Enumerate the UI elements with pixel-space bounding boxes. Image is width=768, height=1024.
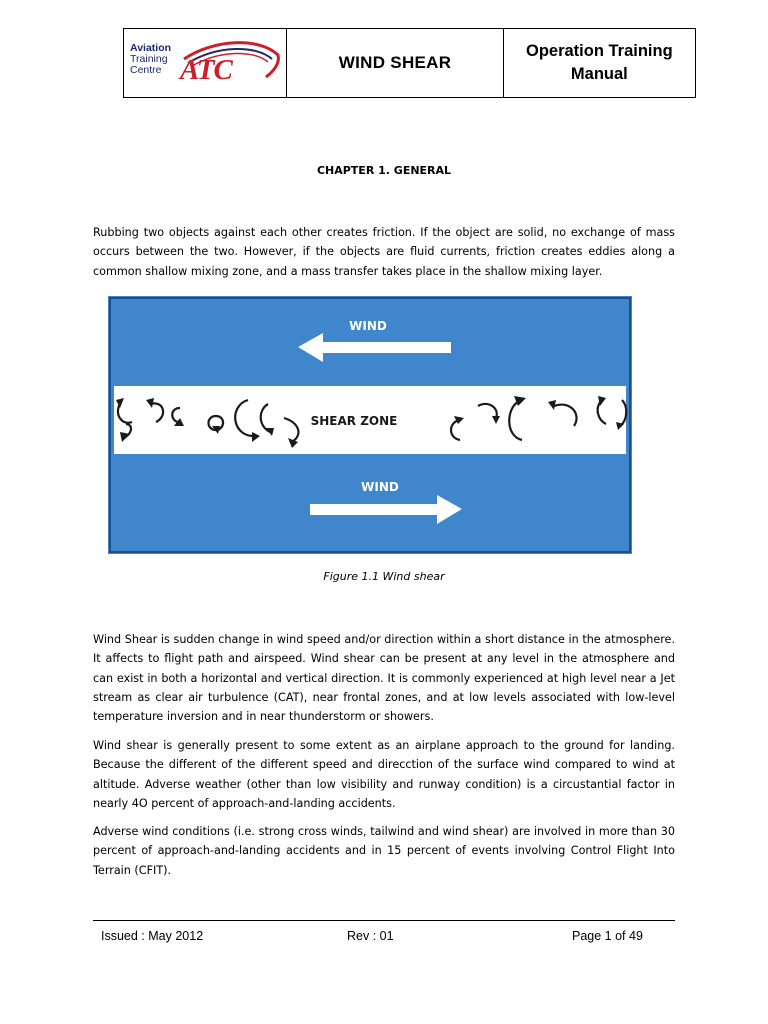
logo-line-3: Centre <box>130 64 162 76</box>
document-title: WIND SHEAR <box>287 29 503 97</box>
footer-issued: Issued : May 2012 <box>101 929 204 943</box>
document-header <box>123 28 696 98</box>
logo-text <box>130 43 171 76</box>
chapter-title: CHAPTER 1. GENERAL <box>316 164 452 177</box>
footer-page-number: Page 1 of 49 <box>572 929 643 943</box>
manual-name-line-2: Manual <box>570 65 628 83</box>
paragraph-approach: Wind shear is generally present to some extent as an airplane approach to the ground for landing. Because the different of the different speed and direcction of the surface wind compared to wind at altitude. Adverse weather (other than low visibility and runway condition) is a circustantial factor in nearly 4O percent of approach-and-landing accidents. <box>93 739 675 810</box>
logo-mark: ATC <box>180 54 232 86</box>
footer-divider <box>93 920 675 921</box>
bottom-wind-label: WIND <box>361 480 399 494</box>
shear-zone-label: SHEAR ZONE <box>310 414 398 428</box>
logo-line-1: Aviation <box>130 42 172 54</box>
logo-line-2: Training <box>130 53 168 65</box>
figure-caption: Figure 1.1 Wind shear <box>323 570 445 583</box>
paragraph-definition: Wind Shear is sudden change in wind speed and/or direction within a short distance in the atmosphere. It affects to flight path and airspeed. Wind shear can be present at any level in the atmosphere and can exist in both a horizontal and vertical direction. It is commonly experienced at high level near a Jet stream as clear air turbulence (CAT), near frontal zones, and at low levels associated with low-level temperature inversion and in near thunderstorm or showers. <box>93 633 675 724</box>
top-wind-label: WIND <box>349 319 387 333</box>
manual-name-line-1: Operation Training <box>525 42 673 60</box>
logo-cell <box>124 29 287 97</box>
paragraph-statistics: Adverse wind conditions (i.e. strong cross winds, tailwind and wind shear) are involved in more than 30 percent of approach-and-landing accidents and in 15 percent of events involving Control Flight Into Terrain (CFIT). <box>93 825 675 877</box>
wind-shear-figure <box>108 296 632 554</box>
manual-name <box>504 29 695 97</box>
footer-revision: Rev : 01 <box>347 929 394 943</box>
paragraph-intro: Rubbing two objects against each other creates friction. If the object are solid, no exchange of mass occurs between the two. However, if the objects are fluid currents, friction creates eddies along a common shallow mixing zone, and a mass transfer takes place in the shallow mixing layer. <box>93 226 675 278</box>
